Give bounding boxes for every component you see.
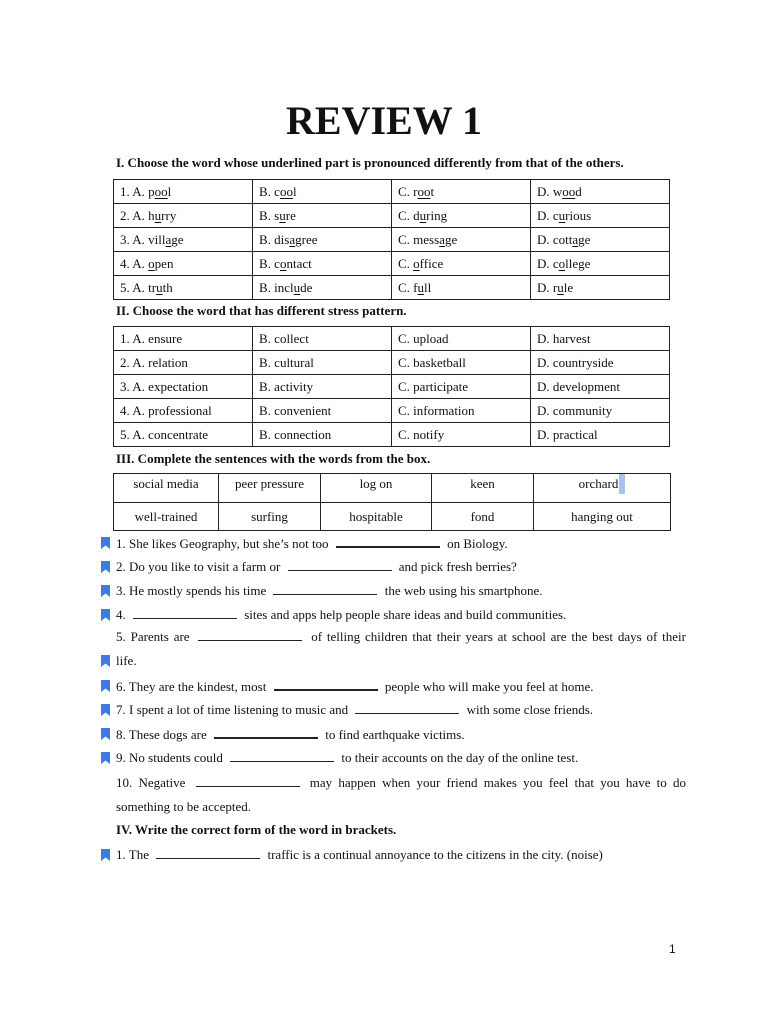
bookmark-icon[interactable]	[101, 609, 110, 621]
underlined-part: oo	[417, 183, 431, 199]
underlined-part: a	[439, 231, 445, 247]
answer-option: C. during	[392, 204, 531, 228]
sentence-text: people who will make you feel at home.	[381, 679, 594, 694]
underlined-part: u	[154, 207, 162, 223]
sentence-line	[116, 750, 686, 766]
sentence-text: on Biology.	[443, 536, 508, 551]
sentence-line	[116, 726, 686, 743]
sentence-text: and pick fresh berries?	[395, 559, 517, 574]
answer-blank[interactable]	[133, 607, 237, 619]
answer-option: B. collect	[253, 327, 392, 351]
word-option: orchard	[578, 476, 619, 491]
answer-option: 5. A. concentrate	[114, 423, 253, 447]
bookmark-icon[interactable]	[101, 537, 110, 549]
page-title: REVIEW 1	[286, 98, 482, 143]
answer-option: B. sure	[253, 204, 392, 228]
word-option: keen	[470, 476, 495, 491]
answer-option: 2. A. hurry	[114, 204, 253, 228]
underlined-part: oo	[154, 183, 168, 199]
answer-option: D. college	[531, 252, 670, 276]
sentence-text: sites and apps help people share ideas and build communities.	[241, 607, 567, 622]
text-cursor-highlight	[619, 474, 625, 494]
word-option: hospitable	[349, 508, 403, 524]
sentence-text: life.	[116, 653, 137, 668]
word-option: hanging out	[571, 508, 633, 524]
table-row	[114, 252, 670, 276]
underlined-part: o	[558, 255, 566, 271]
word-box-cell	[534, 474, 671, 503]
section4-heading: IV. Write the correct form of the word in brackets.	[116, 822, 397, 837]
sentence-text: 9. No students could	[116, 750, 227, 765]
table-row	[114, 423, 670, 447]
underlined-part: a	[289, 231, 296, 247]
section3-heading: III. Complete the sentences with the words from the box.	[116, 451, 431, 466]
bookmark-icon[interactable]	[101, 680, 110, 692]
sentence-text: 1. She likes Geography, but she’s not too	[116, 536, 332, 551]
underlined-part: a	[572, 231, 579, 247]
word-box-cell	[219, 503, 321, 531]
answer-option: B. disagree	[253, 228, 392, 252]
answer-option: C. message	[392, 228, 531, 252]
pronunciation-table	[113, 179, 670, 300]
sentence-line	[116, 775, 686, 791]
answer-blank[interactable]	[288, 559, 392, 571]
sentence-text: of telling children that their years at school are the best days of their	[306, 629, 686, 644]
bookmark-icon[interactable]	[101, 849, 110, 861]
answer-option: C. full	[392, 276, 531, 300]
word-box-row	[114, 503, 671, 531]
word-box-cell	[114, 474, 219, 503]
underlined-part: o	[279, 255, 287, 271]
word-option: surfing	[251, 508, 288, 524]
underlined-part: u	[417, 279, 424, 295]
section2-heading: II. Choose the word that has different stress pattern.	[116, 303, 407, 318]
answer-option: 4. A. open	[114, 252, 253, 276]
answer-option: 4. A. professional	[114, 399, 253, 423]
bookmark-icon[interactable]	[101, 704, 110, 716]
answer-option: 3. A. expectation	[114, 375, 253, 399]
answer-option: C. office	[392, 252, 531, 276]
word-box-cell	[432, 474, 534, 503]
word-box-cell	[534, 503, 671, 531]
sentence-text: 1. The	[116, 847, 153, 862]
answer-option: D. rule	[531, 276, 670, 300]
answer-option: B. convenient	[253, 399, 392, 423]
answer-option: D. harvest	[531, 327, 670, 351]
sentence-line	[116, 629, 686, 645]
word-option: peer pressure	[235, 476, 304, 491]
answer-option: D. community	[531, 399, 670, 423]
underlined-part: u	[557, 279, 564, 295]
answer-blank[interactable]	[274, 678, 378, 691]
answer-option: C. participate	[392, 375, 531, 399]
sentence-line	[116, 607, 686, 623]
answer-blank[interactable]	[273, 583, 377, 595]
sentence-text: 5. Parents are	[116, 629, 195, 644]
underlined-part: o	[413, 255, 420, 271]
word-option: social media	[133, 476, 199, 491]
bookmark-icon[interactable]	[101, 752, 110, 764]
sentence-text: 10. Negative	[116, 775, 192, 790]
sentence-text: to their accounts on the day of the online test.	[338, 750, 579, 765]
bookmark-icon[interactable]	[101, 561, 110, 573]
sentence-text: 2. Do you like to visit a farm or	[116, 559, 284, 574]
underlined-part: a	[165, 231, 172, 247]
answer-option: B. include	[253, 276, 392, 300]
table-row	[114, 204, 670, 228]
bookmark-icon[interactable]	[101, 655, 110, 667]
answer-option: B. activity	[253, 375, 392, 399]
answer-option: D. cottage	[531, 228, 670, 252]
sentence-text: 8. These dogs are	[116, 727, 210, 742]
word-box-cell	[432, 503, 534, 531]
answer-option: D. wood	[531, 180, 670, 204]
underlined-part: oo	[562, 183, 576, 199]
answer-blank[interactable]	[230, 750, 334, 762]
underlined-part: u	[293, 279, 301, 295]
sentence-text: 6. They are the kindest, most	[116, 679, 270, 694]
answer-blank[interactable]	[156, 847, 260, 859]
table-row	[114, 375, 670, 399]
answer-option: B. contact	[253, 252, 392, 276]
sentence-text: 7. I spent a lot of time listening to music and	[116, 702, 352, 717]
sentence-line	[116, 653, 686, 669]
table-row	[114, 399, 670, 423]
sentence-text: 3. He mostly spends his time	[116, 583, 270, 598]
sentence-line	[116, 702, 686, 718]
table-row	[114, 327, 670, 351]
underlined-part: oo	[279, 183, 293, 199]
answer-option: B. cool	[253, 180, 392, 204]
answer-option: B. connection	[253, 423, 392, 447]
section1-heading: I. Choose the word whose underlined part is pronounced differently from that of the others.	[116, 155, 624, 170]
word-box-row	[114, 474, 671, 503]
underlined-part: u	[279, 207, 286, 223]
answer-option: D. countryside	[531, 351, 670, 375]
answer-option: 1. A. ensure	[114, 327, 253, 351]
answer-option: C. basketball	[392, 351, 531, 375]
answer-option: C. notify	[392, 423, 531, 447]
underlined-part: u	[419, 207, 427, 223]
sentence-text: to find earthquake victims.	[321, 727, 465, 742]
page-number: 1	[669, 942, 676, 956]
answer-blank[interactable]	[336, 535, 440, 548]
sentence-line	[116, 847, 686, 863]
answer-option: C. information	[392, 399, 531, 423]
sentence-text: traffic is a continual annoyance to the citizens in the city. (noise)	[264, 847, 603, 862]
answer-option: C. root	[392, 180, 531, 204]
answer-option: C. upload	[392, 327, 531, 351]
word-box-cell	[219, 474, 321, 503]
answer-option: D. practical	[531, 423, 670, 447]
sentence-line	[116, 559, 686, 575]
bookmark-icon[interactable]	[101, 585, 110, 597]
table-row	[114, 351, 670, 375]
underlined-part: u	[156, 279, 163, 295]
sentence-text: with some close friends.	[463, 702, 594, 717]
answer-option: 1. A. pool	[114, 180, 253, 204]
word-option: fond	[470, 508, 495, 524]
sentence-text: 4.	[116, 607, 129, 622]
underlined-part: o	[148, 255, 155, 271]
answer-option: B. cultural	[253, 351, 392, 375]
word-option: well-trained	[134, 508, 198, 524]
sentence-text: something to be accepted.	[116, 799, 252, 814]
answer-option: D. development	[531, 375, 670, 399]
word-box-cell	[321, 474, 432, 503]
table-row	[114, 180, 670, 204]
answer-option: 2. A. relation	[114, 351, 253, 375]
word-box-cell	[321, 503, 432, 531]
underlined-part: u	[558, 207, 566, 223]
answer-blank[interactable]	[198, 629, 302, 641]
table-row	[114, 228, 670, 252]
word-box	[113, 473, 671, 531]
sentence-line	[116, 535, 686, 552]
sentence-text: the web using his smartphone.	[381, 583, 543, 598]
table-row	[114, 276, 670, 300]
sentence-line	[116, 678, 686, 695]
sentence-line	[116, 799, 686, 815]
answer-blank[interactable]	[355, 702, 459, 714]
answer-blank[interactable]	[196, 775, 300, 787]
sentence-text: may happen when your friend makes you feel that you have to do	[303, 775, 686, 790]
stress-table	[113, 326, 670, 447]
bookmark-icon[interactable]	[101, 728, 110, 740]
word-box-cell	[114, 503, 219, 531]
answer-option: 3. A. village	[114, 228, 253, 252]
answer-option: D. curious	[531, 204, 670, 228]
sentence-line	[116, 583, 686, 599]
word-option: log on	[359, 476, 393, 491]
answer-blank[interactable]	[214, 726, 318, 739]
answer-option: 5. A. truth	[114, 276, 253, 300]
